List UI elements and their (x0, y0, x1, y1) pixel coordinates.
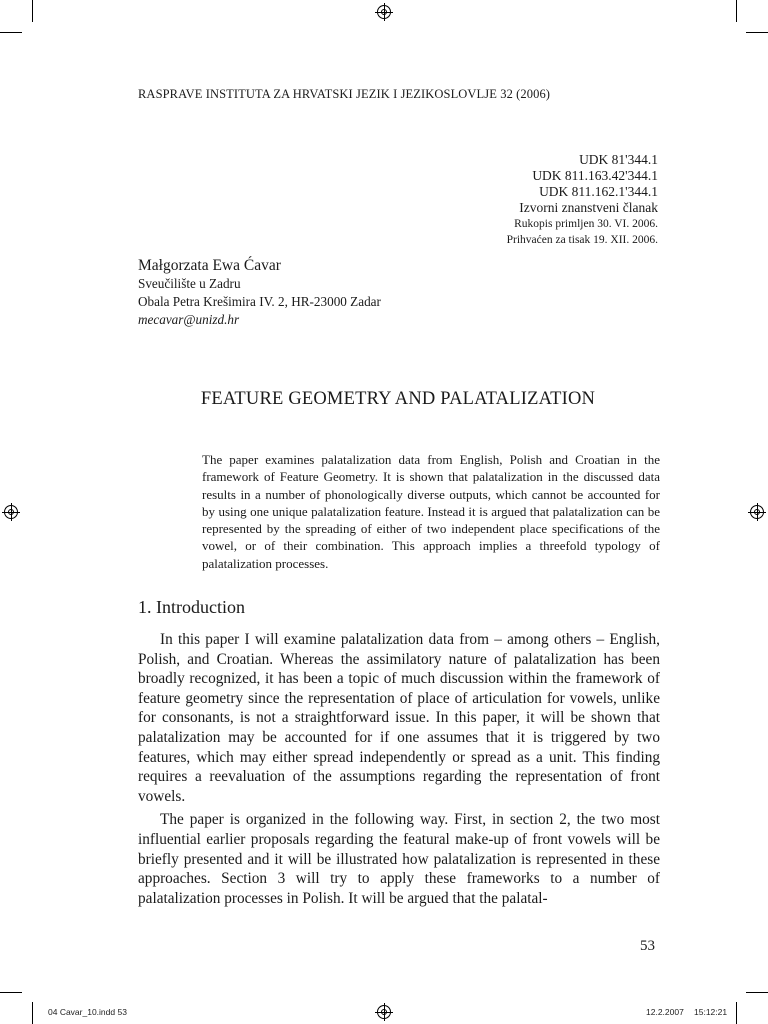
author-affiliation (138, 275, 381, 329)
page-number: 53 (640, 938, 655, 954)
journal-header: RASPRAVE INSTITUTA ZA HRVATSKI JEZIK I JEZIKOSLOVLJE 32 (2006) (138, 87, 551, 101)
author-address: Obala Petra Krešimira IV. 2, HR-23000 Zadar (138, 294, 381, 309)
body-text (138, 630, 660, 912)
abstract: The paper examines palatalization data from English, Polish and Croatian in the framework of Feature Geometry. It is shown that palatalization in the discussed data results in a number of phonologically diverse outputs, which cannot be accounted for by using one unique palatalization feature. Instead it is argued that palatalization can be represented by the spreading of either of two independent place specifications of the vowel, or of their combination. This approach implies a threefold typology of palatalization processes. (202, 452, 660, 571)
crop-mark (746, 992, 768, 993)
crop-mark (0, 32, 22, 33)
registration-mark-icon (4, 505, 18, 519)
slug-file: 04 Cavar_10.indd 53 (48, 1007, 127, 1017)
article-type: Izvorni znanstveni članak (519, 200, 658, 215)
author-name: Małgorzata Ewa Ćavar (138, 257, 281, 274)
section-heading: 1. Introduction (138, 597, 245, 617)
paragraph: The paper is organized in the following way. First, in section 2, the two most influential earlier proposals regarding the featural make-up of front vowels will be briefly presented and it will be illustrated how palatalization is represented in these approaches. Section 3 will try to apply these frameworks to a number of palatalization processes in Polish. It will be argued that the palatal- (138, 811, 660, 907)
crop-mark (32, 0, 33, 22)
slug-time: 15:12:21 (694, 1007, 728, 1017)
registration-mark-icon (377, 1005, 391, 1019)
received-date: Rukopis primljen 30. VI. 2006. (514, 218, 658, 230)
slug-date: 12.2.2007 (646, 1007, 684, 1017)
crop-mark (746, 32, 768, 33)
udk-code: UDK 811.162.1'344.1 (539, 184, 658, 199)
accepted-date: Prihvaćen za tisak 19. XII. 2006. (506, 234, 658, 246)
registration-mark-icon (750, 505, 764, 519)
registration-mark-icon (377, 5, 391, 19)
author-institution: Sveučilište u Zadru (138, 276, 241, 291)
author-email: mecavar@unizd.hr (138, 312, 240, 327)
udk-code: UDK 81'344.1 (579, 152, 658, 167)
crop-mark (736, 0, 737, 22)
udk-code: UDK 811.163.42'344.1 (532, 168, 658, 183)
paragraph: In this paper I will examine palatalization data from – among others – English, Polish, and Croatian. Whereas the assimilatory nature of palatalization has been broadly recognized, it has been a topic of much discussion within the framework of feature geometry since the representation of place of articulation for vowels, unlike for consonants, is not a straightforward issue. In this paper, it will be shown that palatalization may be accounted for if one assumes that it is triggered by two features, which may either spread independently or spread as a unit. This finding requires a reevaluation of the assumptions regarding the representation of front vowels. (138, 631, 660, 805)
crop-mark (0, 992, 22, 993)
article-metadata (507, 152, 658, 248)
crop-mark (736, 1002, 737, 1024)
paper-title: FEATURE GEOMETRY AND PALATALIZATION (200, 389, 596, 409)
crop-mark (32, 1002, 33, 1024)
